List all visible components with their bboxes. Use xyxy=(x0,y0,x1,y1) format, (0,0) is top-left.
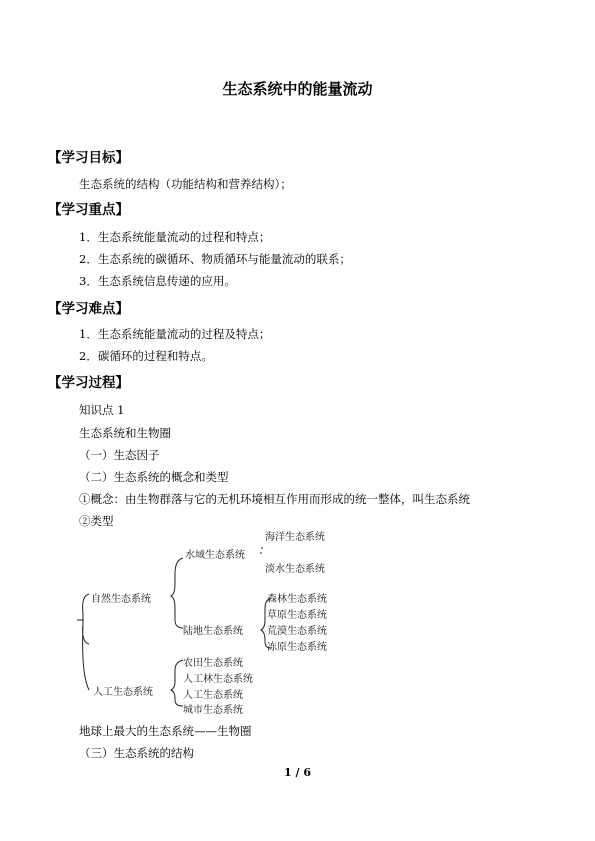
page-title: 生态系统中的能量流动 xyxy=(222,80,373,98)
heading-goals: 【学习目标】 xyxy=(48,150,129,166)
process-line: ①概念：由生物群落与它的无机环境相互作用而形成的统一整体，叫生态系统 xyxy=(79,492,470,506)
key-point-item: 3．生态系统信息传递的应用。 xyxy=(79,274,236,288)
process-line: ②类型 xyxy=(79,514,114,528)
node-artificial-child: 人工生态系统 xyxy=(183,690,243,701)
ecosystem-type-diagram xyxy=(75,524,375,714)
main-bracket xyxy=(77,594,89,690)
page-number: 1 / 6 xyxy=(284,766,311,779)
node-artificial: 人工生态系统 xyxy=(93,687,153,698)
node-water-child: 淡水生态系统 xyxy=(265,564,325,575)
node-land-child: 草原生态系统 xyxy=(267,610,327,621)
heading-difficulties: 【学习难点】 xyxy=(48,301,129,317)
node-water: 水域生态系统 xyxy=(185,550,245,561)
heading-process: 【学习过程】 xyxy=(48,375,129,391)
node-land: 陆地生态系统 xyxy=(183,626,243,637)
node-artificial-child: 城市生态系统 xyxy=(183,705,243,716)
node-land-child: 荒漠生态系统 xyxy=(267,626,327,637)
difficulty-item: 2．碳循环的过程和特点。 xyxy=(79,349,213,363)
natural-bracket xyxy=(171,558,183,628)
difficulty-item: 1．生态系统能量流动的过程及特点； xyxy=(79,327,271,341)
process-line: （一）生态因子 xyxy=(79,448,160,462)
node-land-child: 森林生态系统 xyxy=(267,594,327,605)
node-water-child: 海洋生态系统 xyxy=(265,532,325,543)
process-line: 知识点 1 xyxy=(79,403,125,417)
node-artificial-child: 人工林生态系统 xyxy=(183,674,253,685)
artificial-bracket xyxy=(171,660,183,706)
node-natural: 自然生态系统 xyxy=(91,594,151,605)
key-point-item: 2．生态系统的碳循环、物质循环与能量流动的联系； xyxy=(79,252,351,266)
heading-key-points: 【学习重点】 xyxy=(48,202,129,218)
process-line: （三）生态系统的结构 xyxy=(79,746,194,760)
water-bracket xyxy=(261,548,263,554)
process-line: 生态系统和生物圈 xyxy=(79,426,171,440)
process-line: （二）生态系统的概念和类型 xyxy=(79,470,229,484)
node-land-child: 冻原生态系统 xyxy=(267,642,327,653)
node-artificial-child: 农田生态系统 xyxy=(183,658,243,669)
process-line: 地球上最大的生态系统——生物圈 xyxy=(79,724,252,738)
key-point-item: 1．生态系统能量流动的过程和特点； xyxy=(79,230,271,244)
goal-item: 生态系统的结构（功能结构和营养结构）； xyxy=(79,177,292,191)
